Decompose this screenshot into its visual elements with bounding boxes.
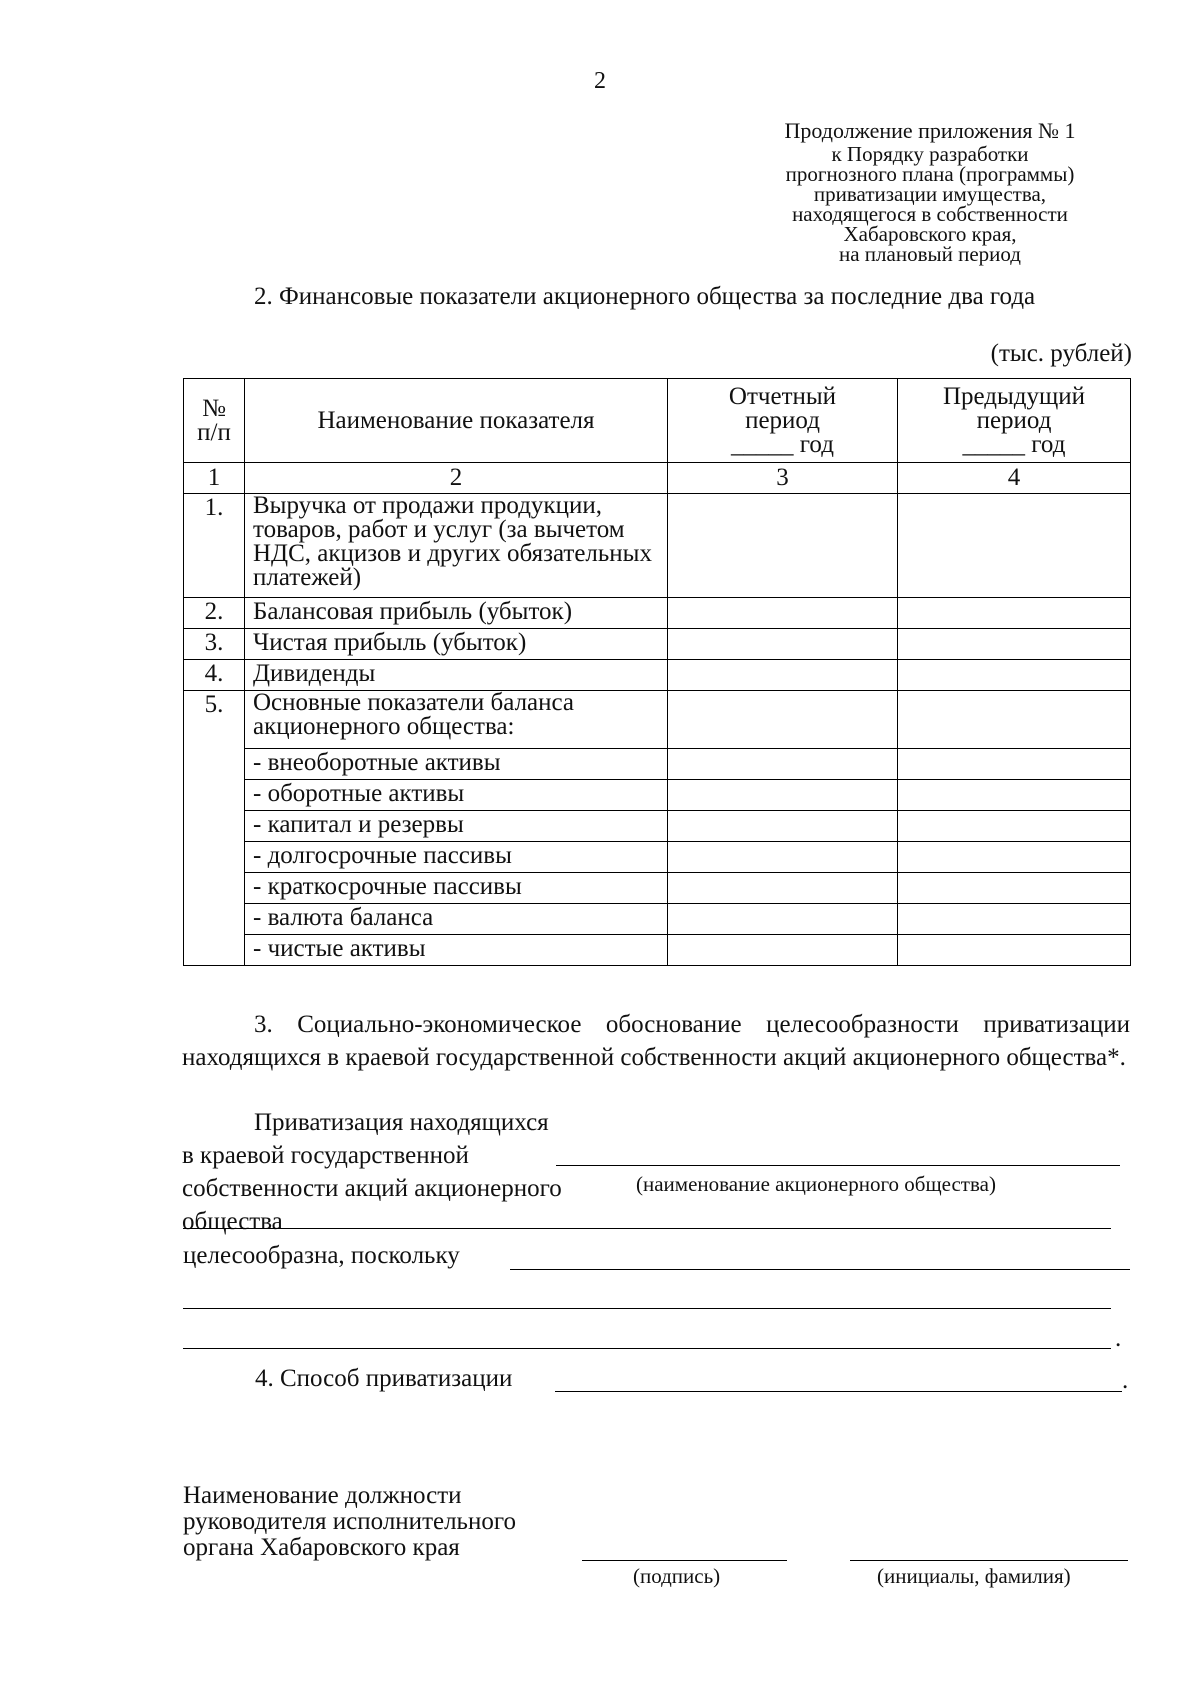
header-previous-line: Предыдущий	[942, 382, 1086, 410]
value-cell-current	[668, 811, 898, 842]
value-cell-current	[668, 598, 898, 629]
value-cell-current	[668, 873, 898, 904]
signatory-position-line: руководителя исполнительного	[183, 1508, 516, 1535]
section-3-heading: 3. Социально-экономическое обоснование целесообразности приватизации находящихся в краевой государственной собственности акций акционерного общества*.	[182, 1011, 1130, 1071]
value-cell-previous	[898, 660, 1131, 691]
subrow-name: - долгосрочные пассивы	[245, 842, 668, 873]
header-number-line: №	[202, 394, 226, 422]
column-number: 4	[898, 463, 1131, 494]
value-cell-current	[668, 629, 898, 660]
section-2-heading: 2. Финансовые показатели акционерного общества за последние два года	[254, 283, 1036, 310]
units-label: (тыс. рублей)	[990, 340, 1132, 367]
row-name: Чистая прибыль (убыток)	[245, 629, 668, 660]
row-number: 1.	[184, 494, 245, 598]
appendix-line: прогнозного плана (программы)	[785, 162, 1075, 186]
row-number: 5.	[184, 691, 245, 966]
name-caption: (инициалы, фамилия)	[877, 1564, 1071, 1588]
fill-line[interactable]	[183, 1308, 1111, 1309]
header-current-line: _____ год	[731, 430, 834, 458]
appendix-title: Продолжение приложения № 1	[784, 118, 1076, 143]
signature-caption: (подпись)	[633, 1564, 721, 1588]
header-number-line: п/п	[197, 418, 231, 446]
period-mark: .	[1115, 1325, 1122, 1352]
signatory-position-line: органа Хабаровского края	[183, 1534, 460, 1561]
appendix-line: приватизации имущества,	[813, 182, 1047, 206]
column-number: 1	[184, 463, 245, 494]
value-cell-previous	[898, 935, 1131, 966]
column-number: 3	[668, 463, 898, 494]
page-number: 2	[594, 68, 606, 94]
subrow-name: - оборотные активы	[245, 780, 668, 811]
appendix-reference	[740, 118, 1120, 264]
appendix-line: находящегося в собственности	[792, 202, 1068, 226]
value-cell-previous	[898, 811, 1131, 842]
subrow-name: - краткосрочные пассивы	[245, 873, 668, 904]
header-number	[184, 379, 245, 463]
value-cell-current	[668, 749, 898, 780]
fill-line[interactable]	[183, 1348, 1111, 1349]
row-name: Дивиденды	[245, 660, 668, 691]
section-4-label: 4. Способ приватизации	[255, 1365, 513, 1392]
row-number: 2.	[184, 598, 245, 629]
section-3-text-1: Приватизация находящихся в краевой государственной собственности акций акционерного общества	[182, 1109, 562, 1235]
value-cell-current	[668, 842, 898, 873]
header-indicator-name: Наименование показателя	[245, 379, 668, 463]
row-name: Балансовая прибыль (убыток)	[245, 598, 668, 629]
subrow-name: - чистые активы	[245, 935, 668, 966]
row-number: 3.	[184, 629, 245, 660]
fill-line-reason[interactable]	[510, 1269, 1130, 1270]
row-name: Выручка от продажи продукции, товаров, работ и услуг (за вычетом НДС, акцизов и других обязательных платежей)	[245, 494, 668, 598]
value-cell-previous	[898, 494, 1131, 598]
appendix-line: Хабаровского края,	[843, 222, 1017, 246]
subrow-name: - валюта баланса	[245, 904, 668, 935]
value-cell-previous	[898, 904, 1131, 935]
value-cell-current	[668, 780, 898, 811]
header-previous-period	[898, 379, 1131, 463]
value-cell-previous	[898, 780, 1131, 811]
header-previous-line: период	[976, 406, 1052, 434]
signatory-position	[183, 1483, 516, 1561]
fill-line-company-name[interactable]	[556, 1165, 1120, 1166]
subrow-name: - внеоборотные активы	[245, 749, 668, 780]
section-3-text-2: целесообразна, поскольку	[183, 1242, 460, 1269]
value-cell-current	[668, 494, 898, 598]
fill-line[interactable]	[183, 1228, 1111, 1229]
value-cell-previous	[898, 598, 1131, 629]
value-cell-current	[668, 935, 898, 966]
value-cell-previous	[898, 749, 1131, 780]
value-cell-previous	[898, 873, 1131, 904]
row-name: Основные показатели баланса акционерного общества:	[245, 691, 668, 749]
value-cell-current	[668, 904, 898, 935]
signature-line[interactable]	[582, 1560, 787, 1561]
value-cell-current	[668, 660, 898, 691]
value-cell-current	[668, 691, 898, 749]
value-cell-previous	[898, 842, 1131, 873]
name-line[interactable]	[850, 1560, 1128, 1561]
header-previous-line: _____ год	[962, 430, 1066, 458]
subrow-name: - капитал и резервы	[245, 811, 668, 842]
value-cell-previous	[898, 691, 1131, 749]
appendix-line: к Порядку разработки	[831, 142, 1029, 166]
fill-line-privatization-method[interactable]	[555, 1391, 1122, 1392]
value-cell-previous	[898, 629, 1131, 660]
financial-indicators-table	[183, 378, 1131, 966]
column-number: 2	[245, 463, 668, 494]
caption-company-name: (наименование акционерного общества)	[636, 1172, 996, 1196]
header-current-line: период	[745, 406, 820, 434]
signatory-position-line: Наименование должности	[183, 1482, 462, 1509]
header-current-line: Отчетный	[728, 382, 837, 410]
appendix-line: на плановый период	[839, 242, 1021, 266]
period-mark: .	[1122, 1367, 1129, 1394]
header-current-period	[668, 379, 898, 463]
row-number: 4.	[184, 660, 245, 691]
